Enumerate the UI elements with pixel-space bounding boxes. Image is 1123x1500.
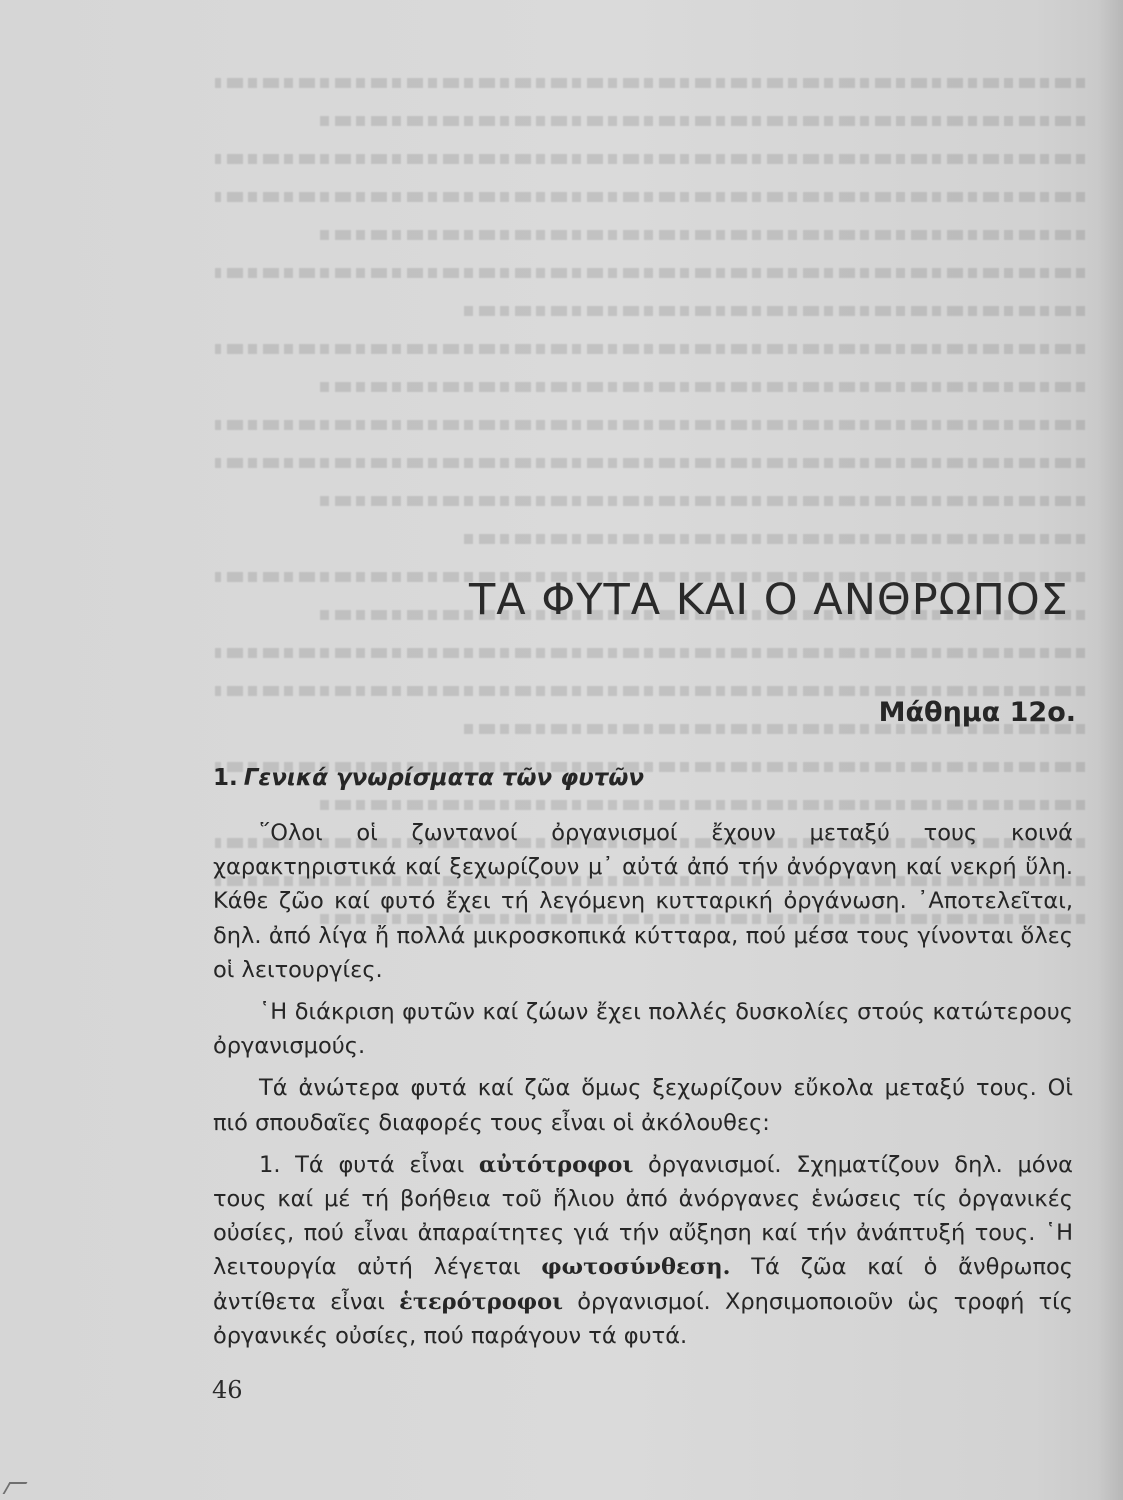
emphasized-term: ἑτερότροφοι: [399, 1288, 563, 1315]
paragraph-text: Τά ζῶα καί ὁ ἄνθρωπος ἀντίθετα εἶναι: [213, 1254, 1073, 1315]
paragraph-text: 1. Τά φυτά εἶναι: [259, 1151, 479, 1178]
corner-mark: [3, 1482, 28, 1494]
section-title: Γενικά γνωρίσματα τῶν φυτῶν: [243, 765, 645, 791]
paragraph: ῞Ολοι οἱ ζωντανοί ὀργανισμοί ἔχουν μεταξύ τους κοινά χαρακτηριστικά καί ξεχωρίζουν μ᾿ αὐτά ἀπό τήν ἀνόργανη καί νεκρή ὕλη. Κάθε ζῶο καί φυτό ἔχει τή λεγόμενη κυτταρική ὀργάνωση. ᾿Αποτελεῖται, δηλ. ἀπό λίγα ἤ πολλά μικροσκοπικά κύτταρα, πού μέσα τους γίνονται ὅλες οἱ λειτουργίες.: [213, 820, 1073, 983]
chapter-title: ΤΑ ΦΥΤΑ ΚΑΙ Ο ΑΝΘΡΩΠΟΣ: [469, 575, 1069, 625]
page-edge-shadow: [1097, 0, 1123, 1500]
paragraph: ῾Η διάκριση φυτῶν καί ζώων ἔχει πολλές δυσκολίες στούς κατώτερους ὀργανισμούς.: [213, 999, 1073, 1060]
paragraph: Τά ἀνώτερα φυτά καί ζῶα ὅμως ξεχωρίζουν εὔκολα μεταξύ τους. Οἱ πιό σπουδαῖες διαφορές τους εἶναι οἱ ἀκόλουθες:: [213, 1075, 1073, 1136]
paragraph-text: ὀργανισμοί. Χρησιμοποιοῦν ὡς τροφή τίς ὀργανικές οὐσίες, πού παράγουν τά φυτά.: [213, 1288, 1073, 1349]
paragraph-text: ὀργανισμοί. Σχηματίζουν δηλ. μόνα τους καί μέ τή βοήθεια τοῦ ἥλιου ἀπό ἀνόργανες ἑνώσεις τίς ὀργανικές οὐσίες, πού εἶναι ἀπαραίτητες γιά τήν αὔξηση καί τήν ἀνάπτυξή τους. ῾Η λειτουργία αὐτή λέγεται: [213, 1151, 1073, 1281]
body-text: [213, 816, 1073, 1361]
lesson-label: Μάθημα 12ο.: [878, 697, 1076, 728]
section-heading: [213, 765, 644, 791]
page-number: 46: [212, 1376, 243, 1404]
paragraph: [213, 1148, 1073, 1353]
section-number: 1.: [213, 765, 238, 791]
emphasized-term: φωτοσύνθεση.: [541, 1254, 731, 1281]
emphasized-term: αὐτότροφοι: [478, 1151, 634, 1178]
